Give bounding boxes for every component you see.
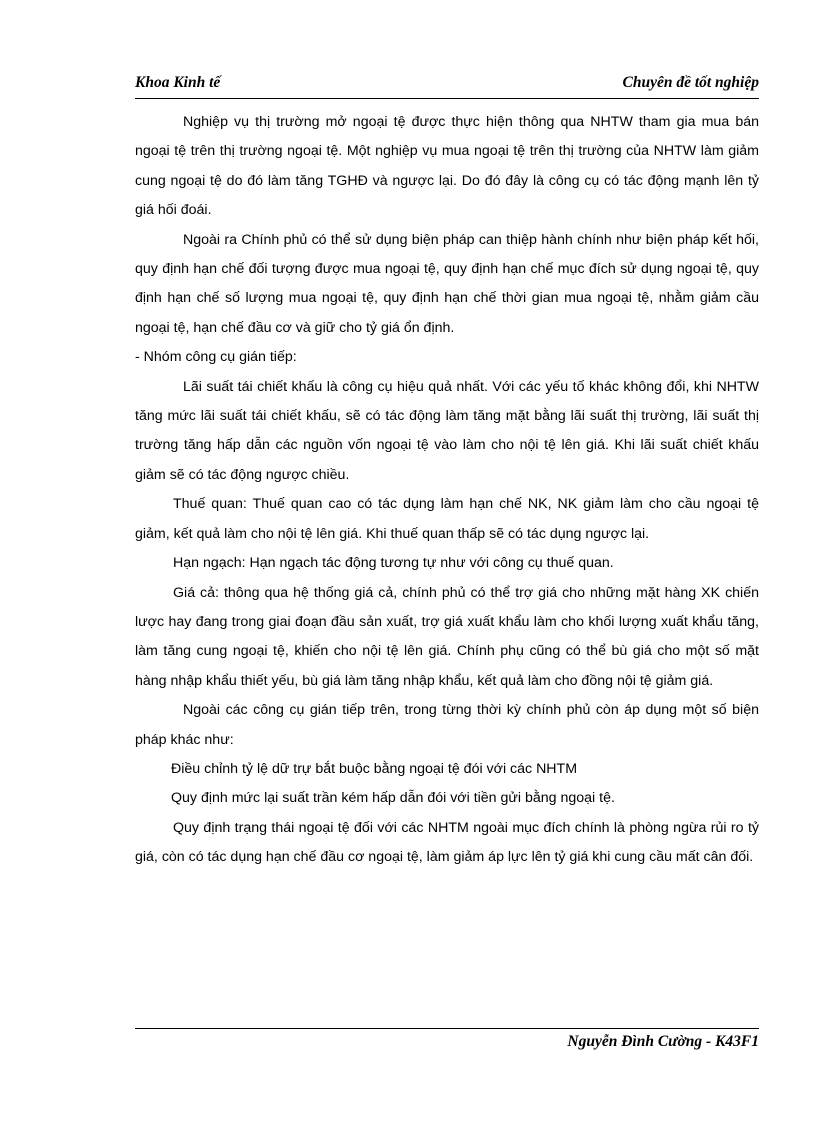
page-header <box>135 72 759 99</box>
paragraph-interest-cap: Quy định mức lại suất trần kém hấp dẫn đói với tiền gửi bằng ngoại tệ. <box>171 790 615 807</box>
paragraph-price: Giá cả: thông qua hệ thống giá cả, chính phủ có thể trợ giá cho những mặt hàng XK chiến lược hay đang trong giai đoạn đầu sản xuất, trợ giá xuất khẩu làm cho khối lượng xuất khẩu tăng, làm tăng cung ngoại tệ, khiến cho nội tệ lên giá. Chính phụ cũng có thể bù giá cho một số mặt hàng nhập khẩu thiết yếu, bù giá làm tăng nhập khẩu, kết quả làm cho đồng nội tệ giảm giá. <box>135 584 759 689</box>
paragraph-administrative-measures: Ngoài ra Chính phủ có thể sử dụng biện pháp can thiệp hành chính như biện pháp kết hối, quy định hạn chế đối tượng được mua ngoại tệ, quy định hạn chế mục đích sử dụng ngoại tệ, quy định hạn chế số lượng mua ngoại tệ, quy định hạn chế thời gian mua ngoại tệ, nhằm giảm cầu ngoại tệ, hạn chế đầu cơ và giữ cho tỷ giá ổn định. <box>135 231 759 336</box>
paragraph-reserve-ratio: Điều chỉnh tỷ lệ dữ trự bắt buộc bằng ngoại tệ đói với các NHTM <box>171 760 578 777</box>
header-department: Khoa Kinh tế <box>135 74 221 91</box>
paragraph-tariff: Thuế quan: Thuế quan cao có tác dụng làm hạn chế NK, NK giảm làm cho cầu ngoại tệ giảm, kết quả làm cho nội tệ lên giá. Khi thuế quan thấp sẽ có tác dụng ngược lại. <box>135 496 759 542</box>
paragraph-indirect-tools-heading: - Nhóm công cụ gián tiếp: <box>135 349 297 366</box>
paragraph-open-market: Nghiệp vụ thị trường mở ngoại tệ được thực hiện thông qua NHTW tham gia mua bán ngoại tệ trên thị trường ngoại tệ. Một nghiệp vụ mua ngoại tệ trên thị trường của NHTW làm giảm cung ngoại tệ do đó làm tăng TGHĐ và ngược lại. Do đó đây là công cụ có tác động mạnh lên tỷ giá hối đoái. <box>135 114 759 219</box>
paragraph-fx-position: Quy định trạng thái ngoại tệ đối với các NHTM ngoài mục đích chính là phòng ngừa rủi ro tỷ giá, còn có tác dụng hạn chế đầu cơ ngoại tệ, làm giảm áp lực lên tỷ giá khi cung cầu mất cân đối. <box>135 819 759 866</box>
paragraph-discount-rate: Lãi suất tái chiết khấu là công cụ hiệu quả nhất. Với các yếu tố khác không đổi, khi NHTW tăng mức lãi suất tái chiết khấu, sẽ có tác động làm tăng mặt bằng lãi suất thị trường, lãi suất thị trường tăng hấp dẫn các nguồn vốn ngoại tệ vào làm cho nội tệ lên giá. Khi lãi suất chiết khấu giảm sẽ có tác động ngược chiều. <box>135 378 759 483</box>
page-footer <box>135 1028 759 1050</box>
paragraph-quota: Hạn ngạch: Hạn ngạch tác động tương tự như với công cụ thuế quan. <box>173 555 614 572</box>
paragraph-other-measures: Ngoài các công cụ gián tiếp trên, trong từng thời kỳ chính phủ còn áp dụng một số biện pháp khác như: <box>135 702 759 748</box>
author-signature: Nguyễn Đình Cường - K43F1 <box>567 1033 759 1050</box>
document-body <box>135 108 759 873</box>
header-document-type: Chuyên đề tốt nghiệp <box>622 74 759 91</box>
